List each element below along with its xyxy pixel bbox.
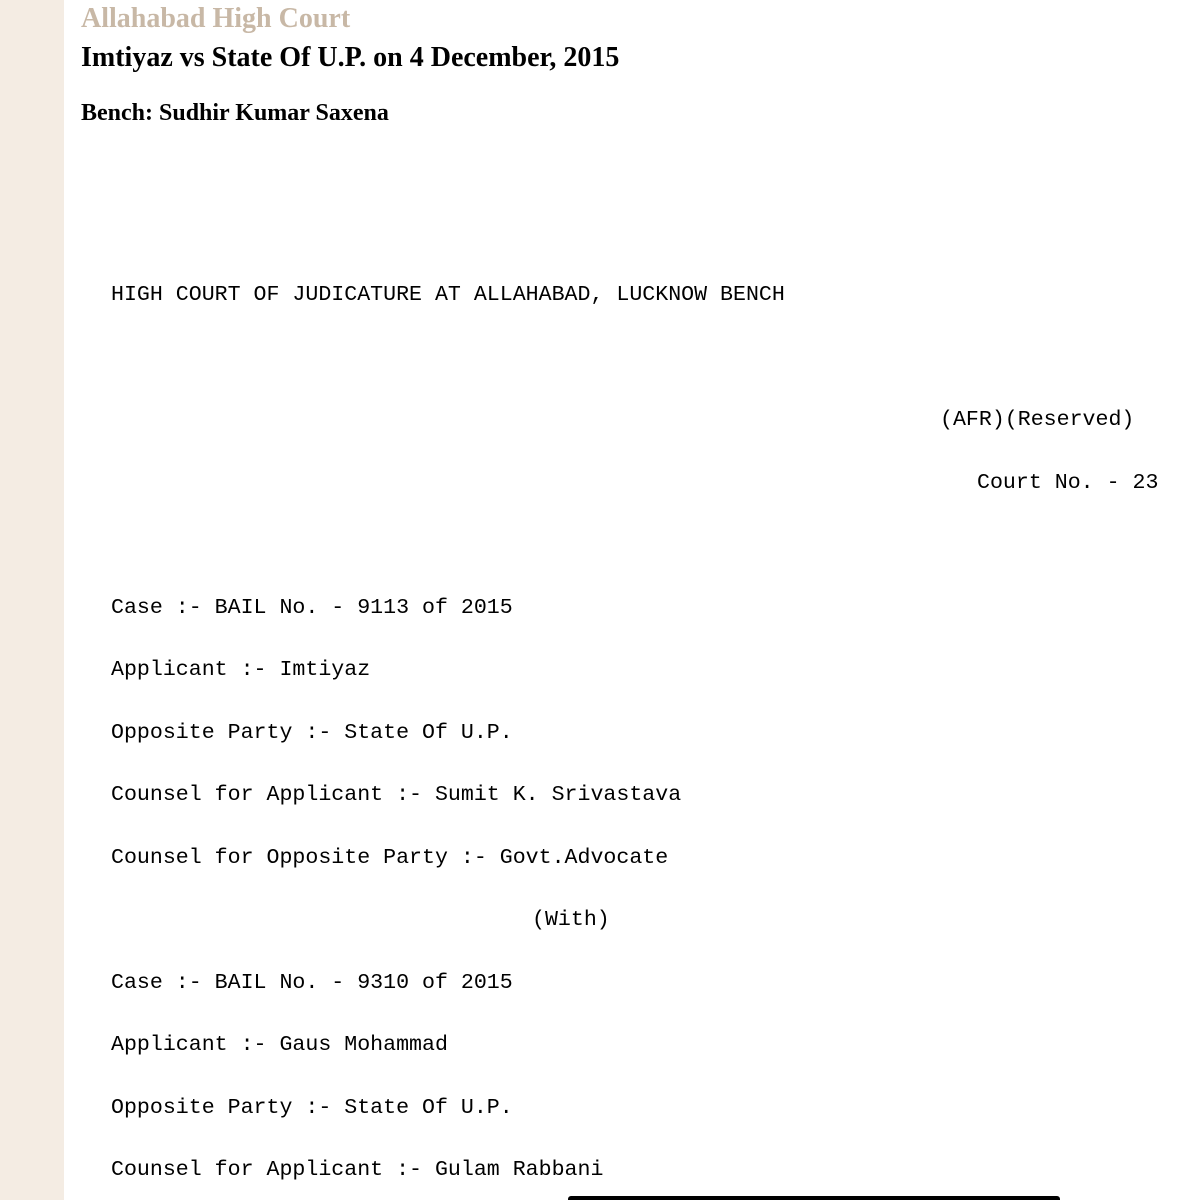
court-number: Court No. - 23 [977, 471, 1159, 495]
case-2-number: Case :- BAIL No. - 9310 of 2015 [111, 971, 513, 995]
case-2-applicant: Applicant :- Gaus Mohammad [111, 1033, 448, 1057]
case-1-number: Case :- BAIL No. - 9113 of 2015 [111, 596, 513, 620]
case-1-applicant: Applicant :- Imtiyaz [111, 658, 371, 682]
bench-info: Bench: Sudhir Kumar Saxena [81, 100, 389, 126]
afr-reserved-label: (AFR)(Reserved) [940, 408, 1135, 432]
court-heading: HIGH COURT OF JUDICATURE AT ALLAHABAD, LUCKNOW BENCH [111, 283, 785, 307]
case-1-counsel-applicant: Counsel for Applicant :- Sumit K. Srivastava [111, 783, 682, 807]
case-2-counsel-applicant: Counsel for Applicant :- Gulam Rabbani [111, 1158, 604, 1182]
document-title: Imtiyaz vs State Of U.P. on 4 December, 2015 [81, 42, 620, 73]
case-1-counsel-opposite: Counsel for Opposite Party :- Govt.Advocate [111, 846, 669, 870]
with-label: (With) [532, 908, 610, 932]
case-2-opposite-party: Opposite Party :- State Of U.P. [111, 1096, 513, 1120]
bottom-toolbar-edge [568, 1196, 1060, 1200]
case-1-opposite-party: Opposite Party :- State Of U.P. [111, 721, 513, 745]
left-margin-bar [0, 0, 64, 1200]
court-name: Allahabad High Court [81, 3, 351, 34]
